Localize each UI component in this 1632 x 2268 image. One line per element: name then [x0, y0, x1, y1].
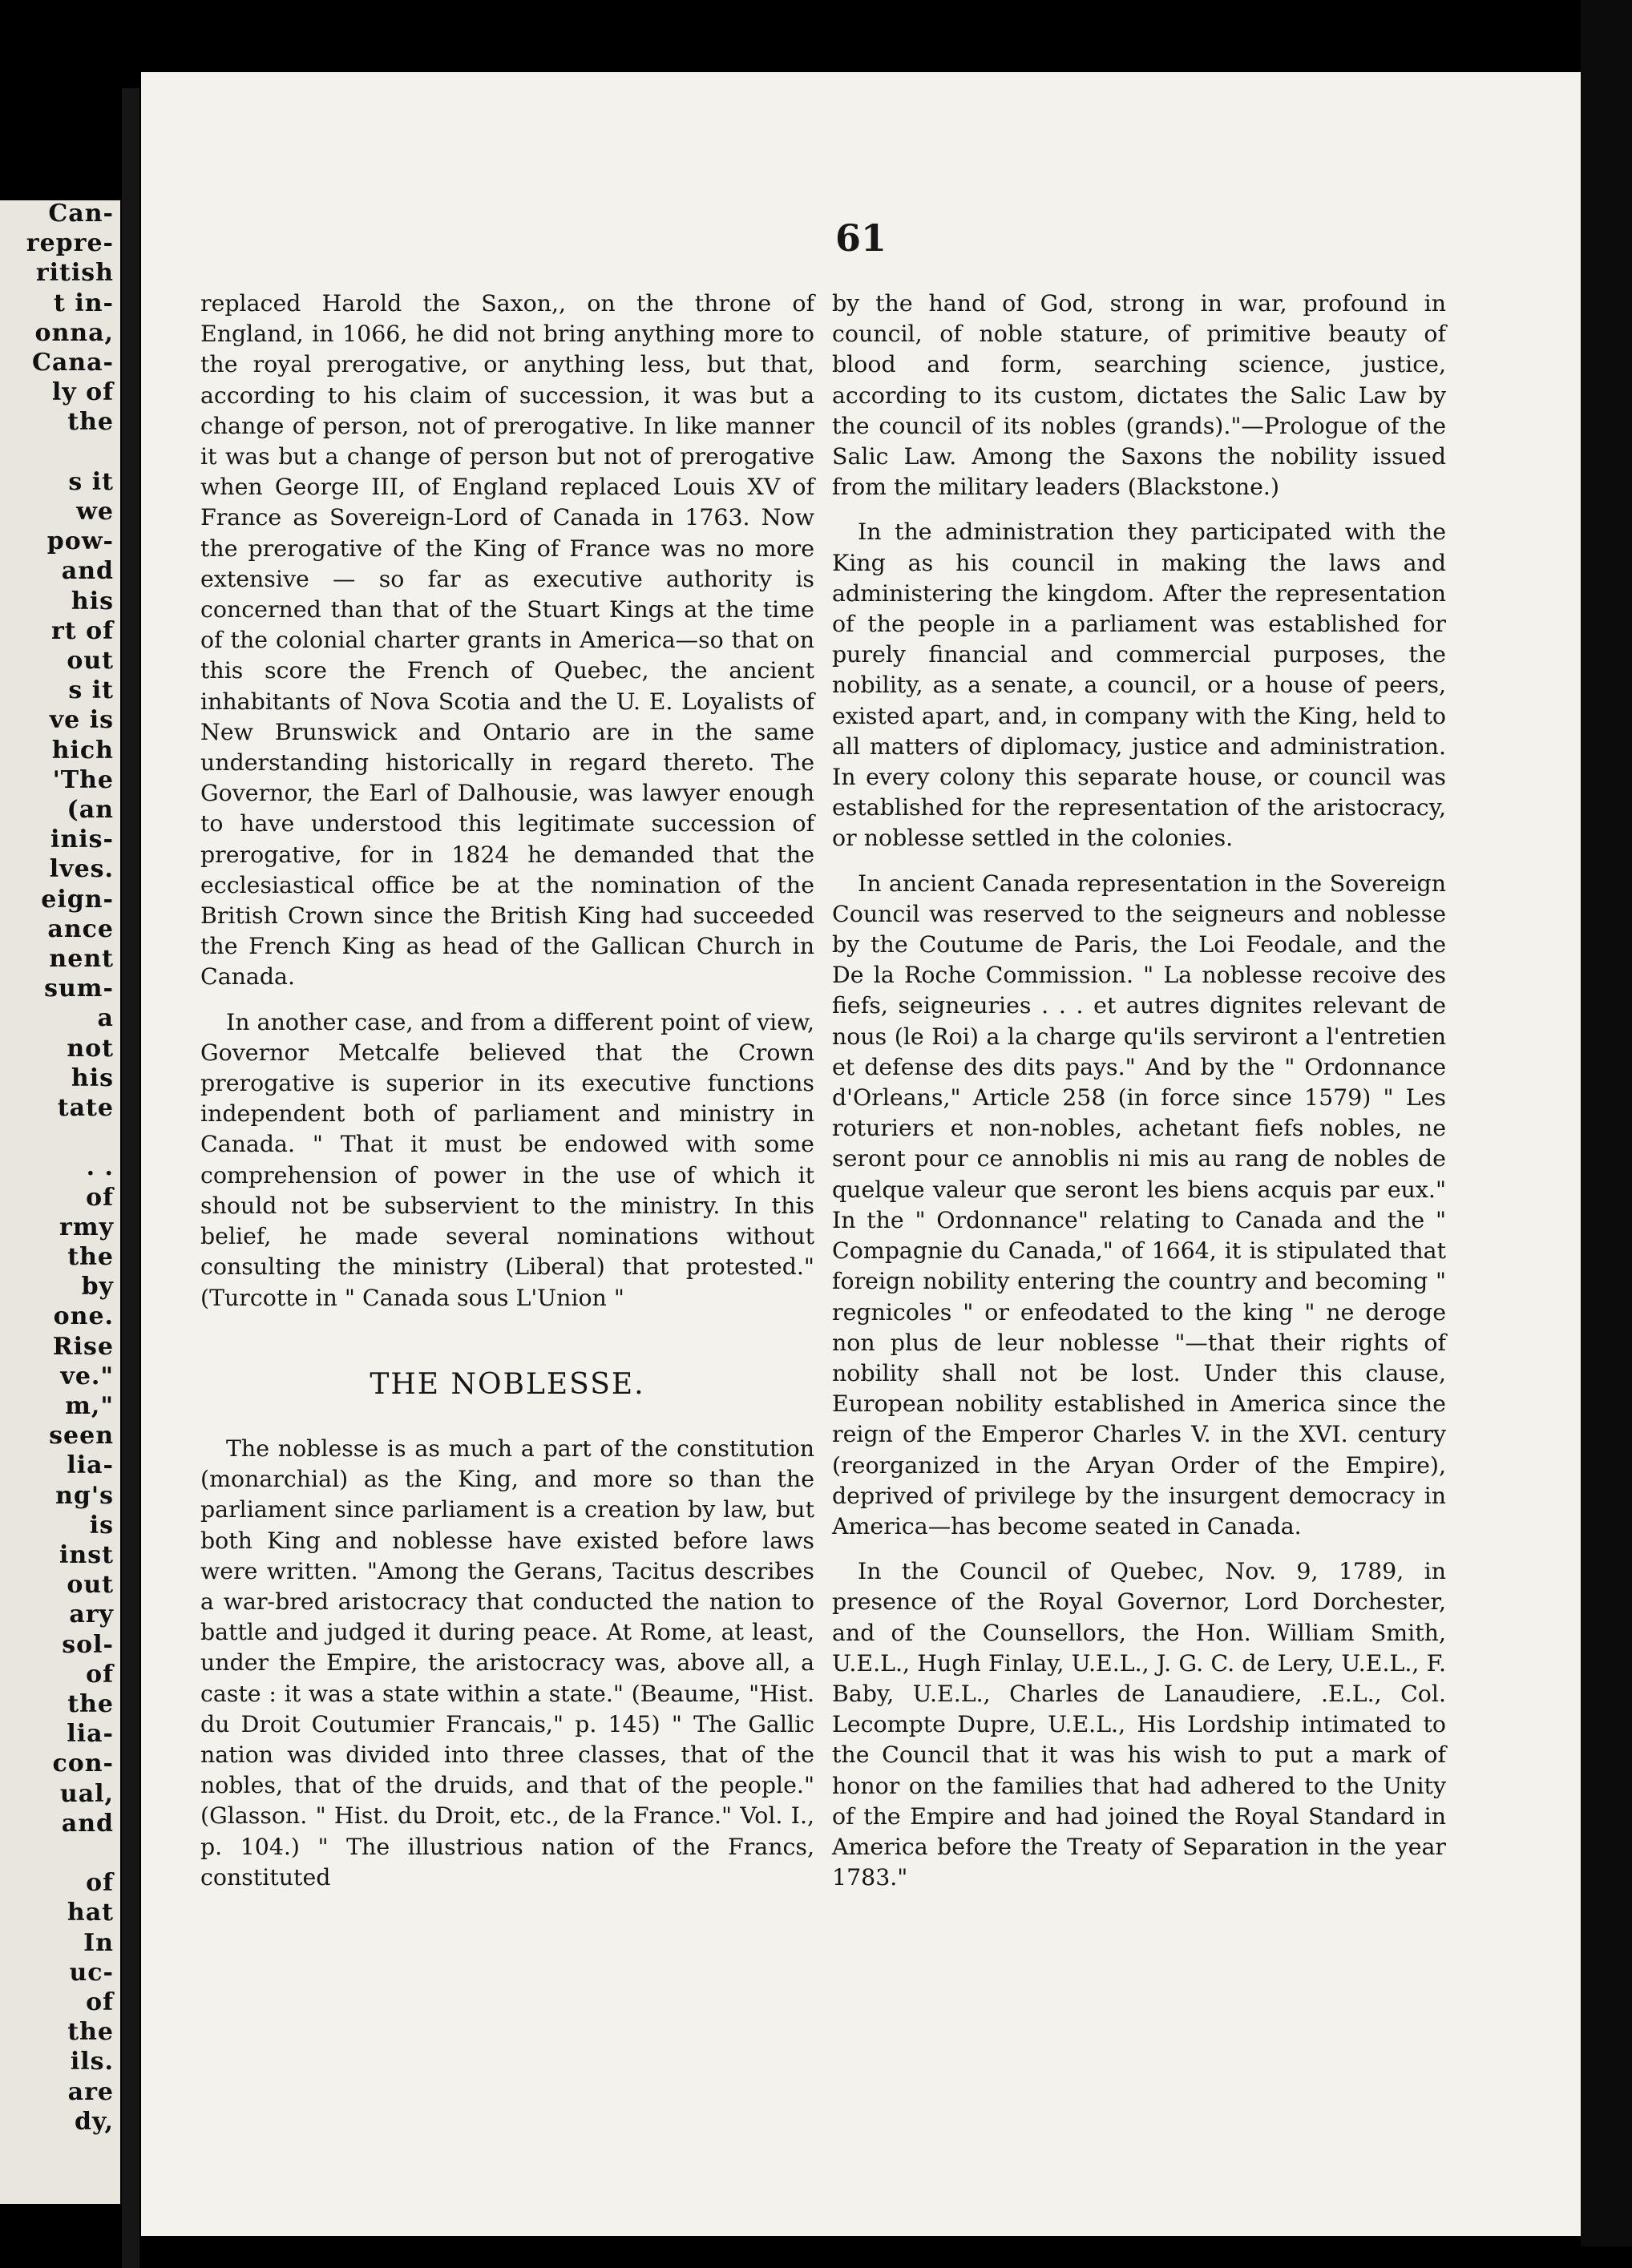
- paragraph: In another case, and from a different point of view, Governor Metcalfe believed that the Crown prerogative is superior in its executive functions independent both of parliament and ministry in Canada. " That it must be endowed with some comprehension of power in the use of which it should not be subservient to the ministry. In this belief, he made several nominations without consulting the ministry (Liberal) that protested." (Turcotte in " Canada sous L'Union ": [200, 1008, 814, 1311]
- fragment-line: t in-: [54, 289, 114, 317]
- fragment-line: tate: [57, 1094, 114, 1122]
- fragment-line: hat: [67, 1899, 114, 1927]
- fragment-line: ng's: [55, 1481, 114, 1510]
- fragment-line: (an: [67, 796, 114, 824]
- paragraph: by the hand of God, strong in war, profound in council, of noble stature, of primitive beauty of blood and form, searching science, justice, according to its custom, dictates the Salic Law by the council of its nobles (grands)."—Prologue of the Salic Law. Among the Saxons the nobility issued from the military leaders (Blackstone.): [832, 290, 1446, 501]
- fragment-line: con-: [52, 1749, 114, 1778]
- fragment-line: one.: [53, 1302, 114, 1331]
- fragment-line: lves.: [49, 855, 114, 884]
- fragment-line: uc-: [69, 1958, 114, 1987]
- paragraph: In ancient Canada representation in the Sovereign Council was reserved to the seigneurs and noblesse by the Coutume de Paris, the Loi Feodale, and the De la Roche Commission. " La noblesse recoive des fiefs, seigneuries . . . et autres dignites relevant de nous (le Roi) a la charge qu'ils serviront a l'entretien et defense des dits pays." And by the " Ordonnance d'Orleans," Article 258 (in force since 1579) " Les roturiers et non-nobles, achetant fiefs nobles, ne seront pour ce annoblis ni mis au rang de nobles de quelque valeur que seront les biens acquis par eux." In the " Ordonnance" relating to Canada and the " Compagnie du Canada," of 1664, it is stipulated that foreign nobility entering the country and becoming " regnicoles " or enfeodated to the king " ne deroge non plus de leur noblesse "—that their rights of nobility shall not be lost. Under this clause, European nobility established in America since the reign of the Emperor Charles V. in the XVI. century (reorganized in the Aryan Order of the Empire), deprived of privilege by the insurgent democracy in America—has become seated in Canada.: [832, 870, 1446, 1540]
- fragment-line: Cana-: [31, 349, 114, 377]
- fragment-line: Can-: [48, 200, 114, 228]
- fragment-line: eign-: [41, 885, 114, 914]
- paragraph: In the Council of Quebec, Nov. 9, 1789, in presence of the Royal Governor, Lord Dorchester, and of the Counsellors, the Hon. William Smith, U.E.L., Hugh Finlay, U.E.L., J. G. C. de Lery, U.E.L., F. Baby, U.E.L., Charles de Lanaudiere, .E.L., Col. Lecompte Dupre, U.E.L., His Lordship intimated to the Council that it was his wish to put a mark of honor on the families that had adhered to the Unity of the Empire and had joined the Royal Standard in America before the Treaty of Separation in the year 1783.": [832, 1558, 1446, 1891]
- paragraph: replaced Harold the Saxon,, on the throne of England, in 1066, he did not bring anything more to the royal prerogative, or anything less, but that, according to his claim of succession, it was but a change of person, not of prerogative. In like manner it was but a change of person but not of prerogative when George III, of England replaced Louis XV of France as Sovereign-Lord of Canada in 1763. Now the prerogative of the King of France was no more extensive — so far as executive authority is concerned than that of the Stuart Kings at the time of the colonial charter grants in America—so that on this score the French of Quebec, the ancient inhabitants of Nova Scotia and the U. E. Loyalists of New Brunswick and Ontario are in the same understanding historically in regard thereto. The Governor, the Earl of Dalhousie, was lawyer enough to have understood this legitimate succession of prerogative, for in 1824 he demanded that the ecclesiastical office be at the nomination of the British Crown since the British King had succeeded the French King as head of the Gallican Church in Canada.: [200, 290, 814, 991]
- fragment-line: hich: [51, 736, 114, 765]
- fragment-line: out: [67, 647, 114, 675]
- fragment-line: ly of: [51, 378, 114, 407]
- fragment-line: m,": [65, 1392, 114, 1420]
- fragment-line: out: [67, 1571, 114, 1600]
- right-column: [832, 289, 1446, 1907]
- fragment-line: sol-: [62, 1630, 114, 1659]
- fragment-line: lia-: [67, 1451, 114, 1480]
- fragment-line: pow-: [46, 527, 114, 556]
- paragraph: In the administration they participated with the King as his council in making the laws and administering the kingdom. After the representation of the people in a parliament was established for purely financial and commercial purposes, the nobility, as a senate, a council, or a house of peers, existed apart, and, in company with the King, held to all matters of diplomacy, justice and administration. In every colony this separate house, or council was established for the representation of the aristocracy, or noblesse settled in the colonies.: [832, 519, 1446, 852]
- fragment-line: is: [89, 1511, 114, 1540]
- fragment-line: s it: [68, 676, 114, 705]
- fragment-line: ils.: [70, 2048, 114, 2076]
- fragment-line: repre-: [26, 229, 114, 258]
- fragment-line: nent: [49, 945, 114, 973]
- fragment-line: of: [86, 1183, 114, 1212]
- fragment-line: are: [67, 2077, 114, 2106]
- fragment-line: lia-: [67, 1720, 114, 1749]
- page-gutter: [122, 88, 139, 2268]
- fragment-line: ritish: [35, 259, 114, 288]
- fragment-line: by: [81, 1273, 114, 1301]
- fragment-line: we: [76, 498, 114, 526]
- fragment-line: his: [71, 1063, 114, 1092]
- fragment-line: rmy: [59, 1213, 114, 1241]
- fragment-line: seen: [49, 1422, 114, 1451]
- fragment-line: s it: [68, 467, 114, 496]
- paragraph: The noblesse is as much a part of the constitution (monarchial) as the King, and more so than the parliament since parliament is a creation by law, but both King and noblesse have existed before laws were written. "Among the Gerans, Tacitus describes a war-bred aristocracy that conducted the nation to battle and judged it during peace. At Rome, at least, under the Empire, the aristocracy was, above all, a caste : it was a state within a state." (Beaume, "Hist. du Droit Coutumier Francais," p. 145) " The Gallic nation was divided into three classes, that of the nobles, that of the druids, and that of the people." (Glasson. " Hist. du Droit, etc., de la France." Vol. I., p. 104.) " The illustrious nation of the Francs, constituted: [200, 1435, 814, 1891]
- fragment-line: of: [86, 1988, 114, 2016]
- fragment-line: the: [67, 2018, 114, 2047]
- section-heading: THE NOBLESSE.: [370, 1367, 645, 1401]
- fragment-line: of: [86, 1869, 114, 1898]
- page-number: 61: [834, 216, 887, 260]
- left-column: [200, 289, 814, 1907]
- fragment-line: rt of: [50, 616, 114, 645]
- fragment-line: the: [67, 408, 114, 437]
- fragment-line: ual,: [59, 1779, 114, 1808]
- fragment-line: ve is: [49, 706, 114, 735]
- fragment-line: . .: [86, 1153, 114, 1182]
- fragment-line: his: [71, 587, 114, 615]
- scan-border: [1581, 0, 1632, 2246]
- fragment-line: 'The: [52, 765, 114, 794]
- fragment-line: inis-: [50, 825, 114, 854]
- fragment-line: inst: [59, 1541, 114, 1569]
- fragment-line: of: [86, 1660, 114, 1689]
- adjacent-page-fragment: [0, 200, 120, 2204]
- fragment-line: dy,: [75, 2107, 114, 2136]
- fragment-line: onna,: [34, 318, 114, 347]
- fragment-line: sum-: [44, 975, 114, 1003]
- fragment-line: In: [83, 1928, 114, 1957]
- fragment-line: and: [61, 1809, 114, 1838]
- fragment-line: ve.": [60, 1362, 114, 1390]
- fragment-line: Rise: [52, 1332, 114, 1361]
- fragment-line: the: [67, 1243, 114, 1271]
- fragment-line: ance: [47, 914, 114, 943]
- document-page: [141, 72, 1581, 2236]
- fragment-line: a: [97, 1004, 114, 1033]
- fragment-line: and: [61, 557, 114, 586]
- fragment-line: ary: [69, 1600, 114, 1629]
- fragment-line: the: [67, 1690, 114, 1718]
- fragment-line: not: [67, 1034, 114, 1063]
